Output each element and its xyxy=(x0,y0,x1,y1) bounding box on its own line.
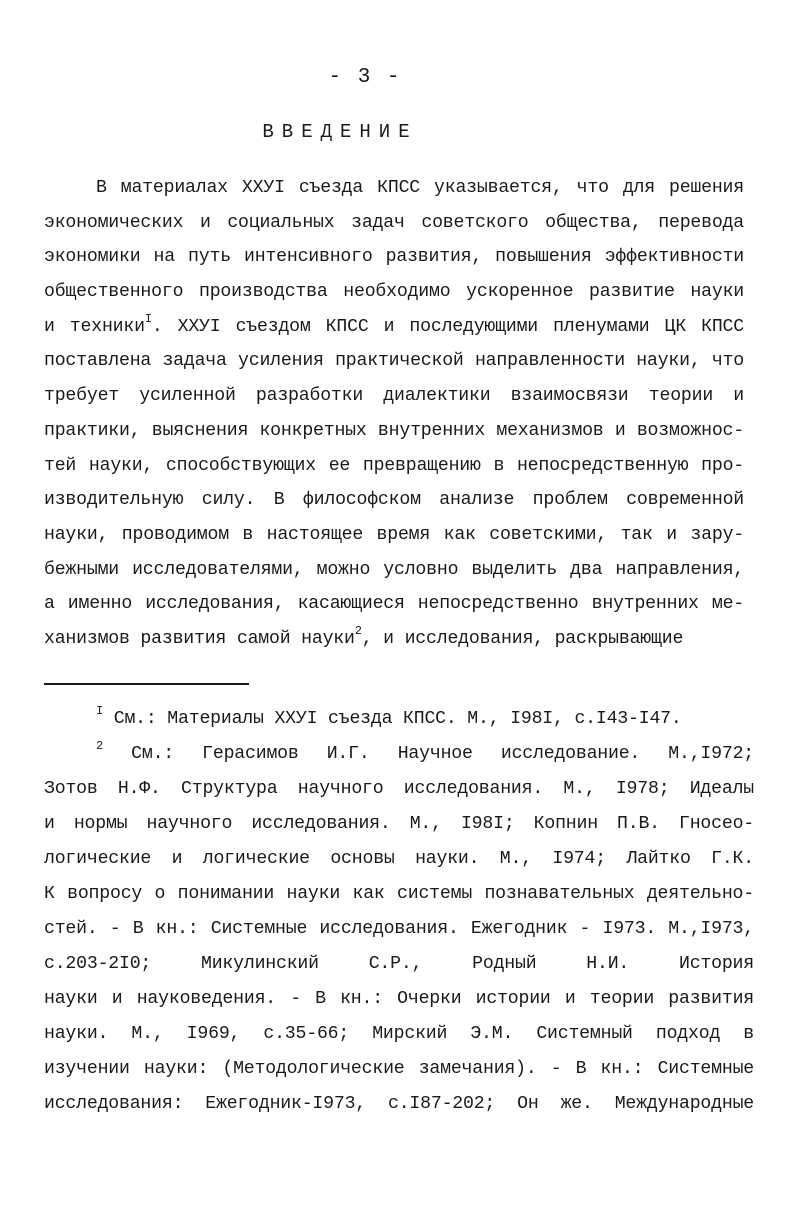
footnote-ref: I xyxy=(144,311,152,326)
body-line-part: . ХХУI съездом КПСС и последующими пленумами ЦК КПСС xyxy=(151,316,744,337)
footnote-marker: I xyxy=(96,703,104,718)
body-line: поставлена задача усиления практической направленности науки, что xyxy=(44,351,744,372)
section-heading: ВВЕДЕНИЕ xyxy=(262,121,418,143)
body-line: бежными исследователями, можно условно выделить два направления, xyxy=(44,559,744,580)
footnote-line: Зотов Н.Ф. Структура научного исследования. М., I978; Идеалы xyxy=(44,779,754,799)
body-line: науки, проводимом в настоящее время как советскими, так и зару- xyxy=(44,524,744,545)
footnote-line: науки. М., I969, с.35-66; Мирский Э.М. Системный подход в xyxy=(44,1024,754,1044)
body-line: практики, выяснения конкретных внутренних механизмов и возможнос- xyxy=(44,420,744,441)
footnote-line: с.203-2I0; Микулинский С.Р., Родный Н.И. История xyxy=(44,954,754,974)
footnote-line: изучении науки: (Методологические замечания). - В кн.: Системные xyxy=(44,1059,754,1079)
footnote-line: науки и науковедения. - В кн.: Очерки истории и теории развития xyxy=(44,989,754,1009)
footnote-line: стей. - В кн.: Системные исследования. Ежегодник - I973. М.,I973, xyxy=(44,919,754,939)
footnote-ref: 2 xyxy=(354,623,362,638)
footnote-line: исследования: Ежегодник-I973, с.I87-202; Он же. Международные xyxy=(44,1094,754,1114)
footnote-line: логические и логические основы науки. М., I974; Лайтко Г.К. xyxy=(44,849,754,869)
body-line: тей науки, способствующих ее превращению в непосредственную про- xyxy=(44,455,744,476)
body-line-part: и техники xyxy=(44,316,145,337)
footnote-2 xyxy=(44,737,754,772)
footnote-text: См.: Герасимов И.Г. Научное исследование. М.,I972; xyxy=(131,744,754,764)
body-line: изводительную силу. В философском анализе проблем современной xyxy=(44,490,744,511)
body-line: экономических и социальных задач советского общества, перевода xyxy=(44,212,744,233)
footnote-marker: 2 xyxy=(96,738,104,753)
footnote-text: См.: Материалы ХХУI съезда КПСС. М., I98I, с.I43-I47. xyxy=(113,709,682,729)
body-line: а именно исследования, касающиеся непосредственно внутренних ме- xyxy=(44,594,744,615)
body-line xyxy=(44,622,744,657)
page-number: - 3 - xyxy=(328,66,402,89)
footnote-1 xyxy=(44,702,754,737)
body-line-part: ханизмов развития самой науки xyxy=(44,628,355,649)
footnote-divider xyxy=(44,683,249,685)
body-line: В материалах ХХУI съезда КПСС указывается, что для решения xyxy=(96,178,744,198)
footnote-line: К вопросу о понимании науки как системы познавательных деятельно- xyxy=(44,884,754,904)
footnotes xyxy=(44,702,754,1122)
body-line-part: , и исследования, раскрывающие xyxy=(361,628,684,649)
body-line: требует усиленной разработки диалектики взаимосвязи теории и xyxy=(44,386,744,407)
body-text xyxy=(44,171,744,657)
footnote-line: и нормы научного исследования. М., I98I; Копнин П.В. Гносео- xyxy=(44,814,754,834)
body-line: общественного производства необходимо ускоренное развитие науки xyxy=(44,282,744,303)
body-line: экономики на путь интенсивного развития, повышения эффективности xyxy=(44,247,744,268)
body-line xyxy=(44,310,744,345)
